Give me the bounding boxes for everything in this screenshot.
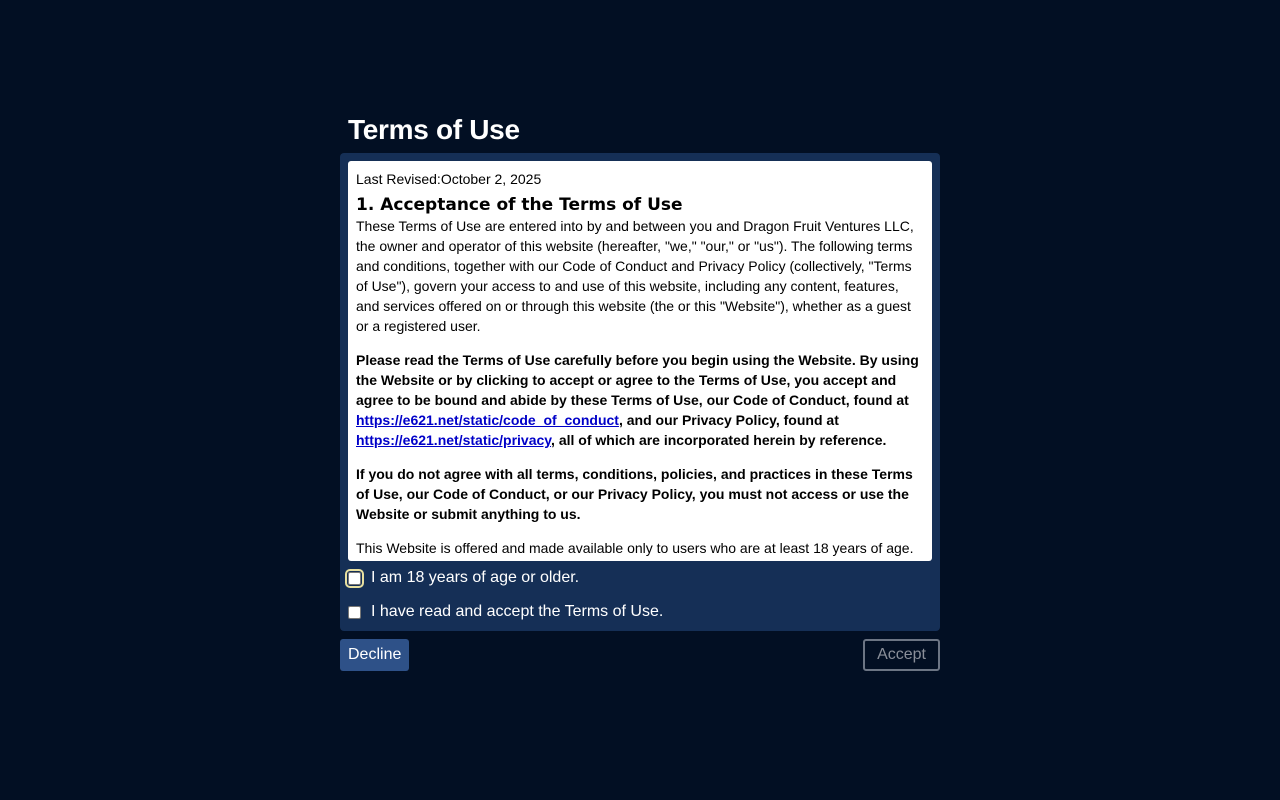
accept-terms-checkbox[interactable] <box>348 606 361 619</box>
accept-button[interactable]: Accept <box>863 639 940 671</box>
dialog-actions <box>340 639 940 671</box>
terms-paragraph-2-part-1: Please read the Terms of Use carefully before you begin using the Website. By using the Website or by clicking to accept or agree to the Terms of Use, you accept and agree to be bound and abide by these Terms of Use, our Code of Conduct, found at <box>356 352 919 408</box>
terms-paragraph-2 <box>356 350 924 450</box>
code-of-conduct-link[interactable]: https://e621.net/static/code_of_conduct <box>356 412 619 428</box>
section-heading: 1. Acceptance of the Terms of Use <box>356 195 683 215</box>
privacy-policy-link[interactable]: https://e621.net/static/privacy <box>356 432 552 448</box>
terms-paragraph-2-part-3: , all of which are incorporated herein by reference. <box>551 432 887 448</box>
accept-terms-checkbox-label: I have read and accept the Terms of Use. <box>371 603 664 620</box>
terms-paragraph-4: This Website is offered and made available only to users who are at least 18 years of age. <box>356 540 914 556</box>
age-checkbox-label: I am 18 years of age or older. <box>371 569 580 586</box>
dialog-title: Terms of Use <box>348 114 520 145</box>
terms-paragraph-2-part-2: , and our Privacy Policy, found at <box>618 412 839 428</box>
age-checkbox[interactable] <box>348 572 361 585</box>
last-revised <box>356 169 924 189</box>
age-checkbox-row[interactable] <box>348 561 932 595</box>
accept-terms-checkbox-row[interactable] <box>348 595 932 629</box>
decline-button[interactable]: Decline <box>340 639 409 671</box>
terms-panel <box>340 153 940 631</box>
terms-paragraph-1: These Terms of Use are entered into by and between you and Dragon Fruit Ventures LLC, the owner and operator of this website (hereafter, "we," "our," or "us"). The following terms and conditions, together with our Code of Conduct and Privacy Policy (collectively, "Terms of Use"), govern your access to and use of this website, including any content, features, and services offered on or through this website (the or this "Website"), whether as a guest or a registered user. <box>356 218 914 334</box>
last-revised-date: October 2, 2025 <box>440 171 542 187</box>
terms-paragraph-3: If you do not agree with all terms, conditions, policies, and practices in these Terms of Use, our Code of Conduct, or our Privacy Policy, you must not access or use the Website or submit anything to us. <box>356 466 913 522</box>
terms-scroll-box[interactable] <box>348 161 932 561</box>
terms-dialog <box>340 110 940 671</box>
last-revised-label: Last Revised: <box>356 171 441 187</box>
